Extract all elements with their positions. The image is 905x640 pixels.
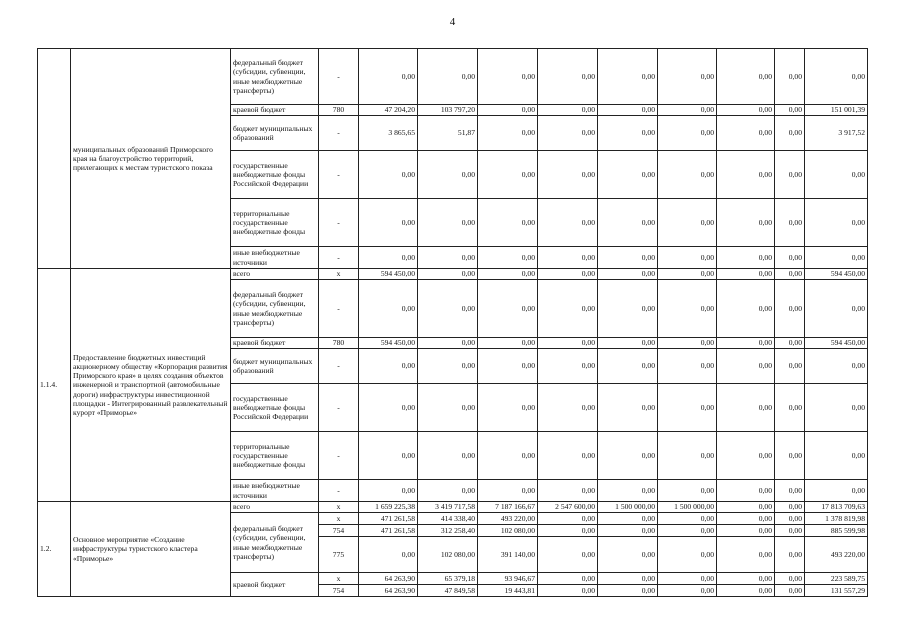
amount-cell: 0,00 (418, 349, 478, 384)
item-title: Основное мероприятие «Создание инфраструктуры туристского кластера «Приморье» (71, 502, 231, 597)
amount-cell: 0,00 (598, 432, 658, 480)
funding-source: краевой бюджет (231, 573, 319, 597)
amount-cell: 0,00 (658, 349, 717, 384)
amount-stack (418, 573, 478, 597)
amount-cell: 0,00 (805, 151, 868, 199)
budget-code-stack (319, 513, 359, 537)
budget-code: 754 (319, 584, 358, 596)
amount-cell: 0,00 (478, 480, 538, 502)
amount-cell: 0,00 (359, 480, 418, 502)
amount-cell: 0,00 (598, 537, 658, 573)
amount-cell: 0,00 (717, 151, 775, 199)
amount-cell: 0,00 (538, 338, 598, 349)
amount-cell: 0,00 (717, 432, 775, 480)
amount-cell: 0,00 (658, 480, 717, 502)
amount-cell: 0,00 (598, 349, 658, 384)
amount-cell: 0,00 (775, 349, 805, 384)
item-number (38, 49, 71, 269)
item-title: Предоставление бюджетных инвестиций акционерному обществу «Корпорация развития Приморского края» в целях создания объектов инженерной и транспортной (автомобильные дороги) инфраструктуры инвестиционной площадки - Интегрированный развлекательный курорт «Приморье» (71, 269, 231, 502)
amount-cell: 0,00 (775, 247, 805, 269)
amount-cell: 0,00 (478, 49, 538, 105)
amount-cell: 0,00 (805, 384, 868, 432)
funding-source: территориальные государственные внебюджетные фонды (231, 199, 319, 247)
amount-cell: 0,00 (538, 280, 598, 338)
amount-cell: 0,00 (658, 116, 717, 151)
amount-cell: 0,00 (700, 574, 714, 583)
amount-cell: 0,00 (775, 269, 805, 280)
amount-cell: 0,00 (418, 338, 478, 349)
amount-cell: 885 599,98 (805, 524, 867, 536)
table-row (38, 49, 868, 105)
amount-cell: 0,00 (788, 514, 802, 523)
item-number: 1.1.4. (38, 269, 71, 502)
budget-code: - (319, 49, 359, 105)
amount-cell: 3 917,52 (805, 116, 868, 151)
budget-code: x (336, 574, 341, 583)
amount-cell: 0,00 (658, 384, 717, 432)
amount-cell: 0,00 (359, 384, 418, 432)
amount-cell: 0,00 (658, 584, 716, 596)
amount-cell: 0,00 (359, 280, 418, 338)
amount-cell: 0,00 (805, 247, 868, 269)
amount-cell: 0,00 (775, 280, 805, 338)
budget-code: - (319, 480, 359, 502)
budget-code: 775 (319, 537, 359, 573)
amount-cell: 64 263,90 (384, 574, 415, 583)
amount-cell: 0,00 (538, 49, 598, 105)
amount-cell: 594 450,00 (359, 338, 418, 349)
amount-cell: 0,00 (478, 105, 538, 116)
amount-stack (805, 513, 868, 537)
amount-cell: 0,00 (418, 269, 478, 280)
amount-cell: 594 450,00 (359, 269, 418, 280)
amount-cell: 102 080,00 (478, 524, 537, 536)
amount-cell: 3 865,65 (359, 116, 418, 151)
amount-cell: 0,00 (478, 151, 538, 199)
funding-source: государственные внебюджетные фонды Российской Федерации (231, 384, 319, 432)
amount-cell: 0,00 (717, 384, 775, 432)
amount-cell: 471 261,58 (359, 524, 417, 536)
amount-cell: 0,00 (598, 269, 658, 280)
amount-cell: 47 204,20 (359, 105, 418, 116)
amount-cell: 0,00 (598, 105, 658, 116)
amount-stack (359, 573, 418, 597)
amount-cell: 0,00 (359, 247, 418, 269)
amount-cell: 0,00 (717, 349, 775, 384)
amount-cell: 0,00 (538, 432, 598, 480)
budget-code: - (319, 384, 359, 432)
budget-code: x (319, 269, 359, 280)
amount-cell: 0,00 (538, 247, 598, 269)
amount-cell: 0,00 (538, 105, 598, 116)
amount-cell: 0,00 (478, 349, 538, 384)
amount-cell: 151 001,39 (805, 105, 868, 116)
amount-cell: 0,00 (775, 116, 805, 151)
amount-cell: 0,00 (478, 199, 538, 247)
amount-cell: 0,00 (658, 537, 717, 573)
amount-cell: 0,00 (658, 432, 717, 480)
funding-source: краевой бюджет (231, 338, 319, 349)
amount-cell: 0,00 (538, 151, 598, 199)
amount-cell: 3 419 717,58 (418, 502, 478, 513)
amount-cell: 312 258,40 (418, 524, 477, 536)
amount-cell: 0,00 (538, 199, 598, 247)
amount-cell: 0,00 (598, 116, 658, 151)
funding-source: бюджет муниципальных образований (231, 349, 319, 384)
amount-cell: 0,00 (775, 151, 805, 199)
amount-cell: 0,00 (418, 384, 478, 432)
amount-cell: 0,00 (805, 199, 868, 247)
amount-stack (775, 513, 805, 537)
amount-cell: 102 080,00 (418, 537, 478, 573)
amount-cell: 0,00 (418, 151, 478, 199)
amount-stack (805, 573, 868, 597)
amount-cell: 0,00 (775, 584, 804, 596)
funding-source: федеральный бюджет (субсидии, субвенции, иные межбюджетные трансферты) (231, 513, 319, 573)
budget-code: - (319, 151, 359, 199)
amount-cell: 0,00 (418, 199, 478, 247)
item-number: 1.2. (38, 502, 71, 597)
budget-code: - (319, 199, 359, 247)
amount-cell: 0,00 (775, 338, 805, 349)
funding-source: иные внебюджетные источники (231, 247, 319, 269)
amount-cell: 0,00 (598, 584, 657, 596)
funding-source: государственные внебюджетные фонды Российской Федерации (231, 151, 319, 199)
amount-stack (478, 513, 538, 537)
funding-source: краевой бюджет (231, 105, 319, 116)
amount-cell: 0,00 (538, 116, 598, 151)
amount-cell: 0,00 (658, 269, 717, 280)
amount-cell: 0,00 (538, 537, 598, 573)
funding-source: федеральный бюджет (субсидии, субвенции, иные межбюджетные трансферты) (231, 280, 319, 338)
amount-cell: 1 378 819,98 (825, 514, 865, 523)
amount-cell: 0,00 (805, 349, 868, 384)
amount-cell: 0,00 (775, 502, 805, 513)
budget-code: 754 (319, 524, 358, 536)
amount-cell: 0,00 (717, 480, 775, 502)
amount-cell: 0,00 (641, 514, 655, 523)
amount-cell: 0,00 (717, 524, 774, 536)
amount-stack (478, 573, 538, 597)
amount-cell: 0,00 (538, 584, 597, 596)
amount-cell: 0,00 (581, 574, 595, 583)
amount-cell: 0,00 (658, 280, 717, 338)
table-row (38, 269, 868, 280)
amount-cell: 19 443,81 (478, 584, 537, 596)
amount-cell: 493 220,00 (500, 514, 535, 523)
budget-code: 780 (319, 105, 359, 116)
amount-stack (717, 513, 775, 537)
amount-cell: 0,00 (805, 432, 868, 480)
item-title: муниципальных образований Приморского края на благоустройство территорий, прилегающих к местам туристского показа (71, 49, 231, 269)
budget-table (37, 48, 868, 597)
amount-cell: 0,00 (478, 269, 538, 280)
amount-cell: 1 500 000,00 (598, 502, 658, 513)
amount-cell: 64 263,90 (359, 584, 417, 596)
amount-cell: 103 797,20 (418, 105, 478, 116)
amount-cell: 0,00 (775, 199, 805, 247)
amount-cell: 0,00 (598, 247, 658, 269)
amount-cell: 0,00 (658, 247, 717, 269)
amount-cell: 0,00 (418, 480, 478, 502)
funding-source: иные внебюджетные источники (231, 480, 319, 502)
amount-cell: 0,00 (538, 269, 598, 280)
amount-stack (775, 573, 805, 597)
amount-cell: 0,00 (598, 151, 658, 199)
funding-source: всего (231, 502, 319, 513)
amount-cell: 0,00 (658, 151, 717, 199)
amount-cell: 0,00 (805, 49, 868, 105)
budget-code: x (336, 514, 341, 523)
amount-cell: 0,00 (418, 280, 478, 338)
amount-cell: 0,00 (478, 116, 538, 151)
amount-cell: 0,00 (538, 384, 598, 432)
amount-stack (598, 513, 658, 537)
amount-cell: 0,00 (775, 384, 805, 432)
amount-cell: 131 557,29 (805, 584, 867, 596)
amount-cell: 0,00 (805, 480, 868, 502)
amount-cell: 0,00 (658, 105, 717, 116)
amount-cell: 65 379,18 (444, 574, 475, 583)
amount-cell: 0,00 (478, 432, 538, 480)
amount-cell: 414 338,40 (440, 514, 475, 523)
amount-cell: 0,00 (775, 524, 804, 536)
amount-cell: 0,00 (717, 537, 775, 573)
amount-cell: 93 946,67 (504, 574, 535, 583)
amount-cell: 0,00 (775, 49, 805, 105)
amount-cell: 0,00 (359, 537, 418, 573)
amount-stack (658, 573, 717, 597)
funding-source: территориальные государственные внебюджетные фонды (231, 432, 319, 480)
amount-cell: 0,00 (700, 514, 714, 523)
table-row (38, 502, 868, 513)
budget-code: - (319, 116, 359, 151)
amount-cell: 0,00 (538, 524, 597, 536)
amount-stack (598, 573, 658, 597)
budget-code: - (319, 280, 359, 338)
page-number: 4 (449, 16, 456, 28)
amount-cell: 0,00 (538, 480, 598, 502)
amount-cell: 0,00 (359, 151, 418, 199)
amount-stack (359, 513, 418, 537)
budget-code: - (319, 432, 359, 480)
amount-cell: 47 849,58 (418, 584, 477, 596)
amount-cell: 493 220,00 (805, 537, 868, 573)
budget-code: x (319, 502, 359, 513)
amount-cell: 0,00 (717, 584, 774, 596)
amount-cell: 391 140,00 (478, 537, 538, 573)
amount-cell: 0,00 (359, 432, 418, 480)
budget-code: - (319, 349, 359, 384)
amount-stack (418, 513, 478, 537)
funding-source: федеральный бюджет (субсидии, субвенции, иные межбюджетные трансферты) (231, 49, 319, 105)
amount-cell: 0,00 (717, 105, 775, 116)
amount-cell: 0,00 (598, 49, 658, 105)
amount-cell: 0,00 (418, 49, 478, 105)
amount-cell: 0,00 (717, 116, 775, 151)
amount-cell: 0,00 (717, 49, 775, 105)
amount-cell: 0,00 (478, 247, 538, 269)
amount-cell: 0,00 (775, 537, 805, 573)
amount-cell: 0,00 (805, 280, 868, 338)
amount-cell: 0,00 (598, 199, 658, 247)
amount-cell: 0,00 (658, 199, 717, 247)
amount-cell: 0,00 (478, 384, 538, 432)
amount-cell: 2 547 600,00 (538, 502, 598, 513)
amount-cell: 0,00 (717, 502, 775, 513)
amount-cell: 0,00 (717, 247, 775, 269)
amount-cell: 0,00 (641, 574, 655, 583)
funding-source: бюджет муниципальных образований (231, 116, 319, 151)
amount-cell: 0,00 (598, 524, 657, 536)
amount-cell: 51,87 (418, 116, 478, 151)
amount-stack (717, 573, 775, 597)
amount-cell: 0,00 (758, 574, 772, 583)
amount-stack (658, 513, 717, 537)
amount-cell: 0,00 (717, 338, 775, 349)
amount-cell: 0,00 (775, 105, 805, 116)
amount-cell: 1 500 000,00 (658, 502, 717, 513)
amount-cell: 0,00 (598, 338, 658, 349)
amount-cell: 0,00 (418, 432, 478, 480)
budget-code: - (319, 247, 359, 269)
amount-cell: 7 187 166,67 (478, 502, 538, 513)
amount-cell: 223 589,75 (830, 574, 865, 583)
amount-cell: 0,00 (658, 338, 717, 349)
amount-cell: 0,00 (775, 480, 805, 502)
amount-cell: 17 813 709,63 (805, 502, 868, 513)
amount-cell: 0,00 (598, 280, 658, 338)
funding-source: всего (231, 269, 319, 280)
budget-code-stack (319, 573, 359, 597)
amount-cell: 0,00 (478, 338, 538, 349)
amount-cell: 471 261,58 (380, 514, 415, 523)
amount-cell: 0,00 (717, 269, 775, 280)
amount-stack (538, 573, 598, 597)
amount-cell: 0,00 (478, 280, 538, 338)
amount-cell: 0,00 (598, 480, 658, 502)
amount-cell: 0,00 (717, 280, 775, 338)
amount-cell: 0,00 (538, 349, 598, 384)
amount-cell: 0,00 (658, 524, 716, 536)
amount-cell: 0,00 (598, 384, 658, 432)
amount-cell: 0,00 (359, 49, 418, 105)
amount-cell: 594 450,00 (805, 338, 868, 349)
amount-cell: 0,00 (658, 49, 717, 105)
amount-cell: 0,00 (359, 199, 418, 247)
amount-cell: 0,00 (758, 514, 772, 523)
amount-cell: 0,00 (581, 514, 595, 523)
amount-cell: 0,00 (418, 247, 478, 269)
amount-cell: 0,00 (717, 199, 775, 247)
amount-cell: 0,00 (359, 349, 418, 384)
amount-cell: 0,00 (788, 574, 802, 583)
amount-cell: 0,00 (775, 432, 805, 480)
amount-cell: 594 450,00 (805, 269, 868, 280)
budget-code: 780 (319, 338, 359, 349)
amount-cell: 1 659 225,38 (359, 502, 418, 513)
amount-stack (538, 513, 598, 537)
